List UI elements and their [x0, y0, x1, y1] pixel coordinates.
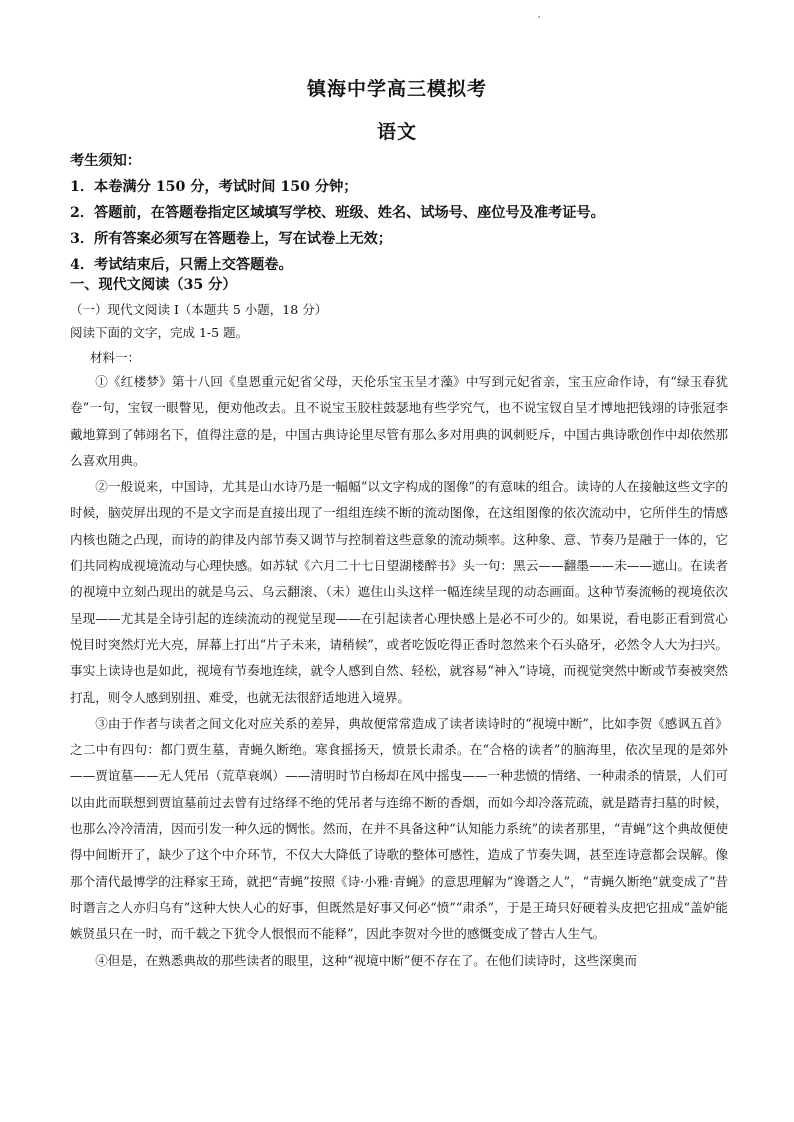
reading-instruction: 阅读下面的文字，完成 1-5 题。	[70, 325, 249, 340]
notice-item: 4．考试结束后，只需上交答题卷。	[70, 257, 293, 273]
subject-title: 语文	[376, 121, 417, 143]
section-title: 一、现代文阅读（35 分）	[70, 277, 237, 293]
section-subtitle: （一）现代文阅读 I（本题共 5 小题，18 分）	[70, 302, 328, 317]
candidate-notice	[70, 148, 730, 278]
notice-heading: 考生须知：	[70, 153, 141, 169]
reading-passage	[70, 369, 728, 974]
passage-paragraph: ③由于作者与读者之间文化对应关系的差异，典故便常常造成了读者读诗时的“视境中断”，比如李贺《感讽五首》之二中有四句：都门贾生墓，青蝇久断绝。寒食摇扬天，愤景长肃杀。在“合格的读者”的脑海里，依次呈现的是郊外——贾谊墓——无人凭吊（荒草衰飒）——清明时节白杨却在风中摇曳——一种悲愤的情绪、一种肃杀的情景，人们可以由此而联想到贾谊墓前过去曾有过络绎不绝的凭吊者与连绵不断的香烟，而如今却冷落荒疏，就是踏青扫墓的时候，也那么冷冷清清，因而引发一种久远的惆怅。然而，在并不具备这种“认知能力系统”的读者那里，“青蝇”这个典故便使得中间断开了，缺少了这个中介环节，不仅大大降低了诗歌的整体可感性，造成了节奏失调，甚至连诗意都会误解。像那个清代最博学的注释家王琦，就把“青蝇”按照《诗·小雅·青蝇》的意思理解为“谗谮之人”，“青蝇久断绝”就变成了“昔时谮言之人亦归乌有”这种大快人心的好事，但既然是好事又何必“愤”“肃杀”，于是王琦只好硬着头皮把它扭成“盖妒能嫉贤虽只在一时，而千载之下犹令人恨恨而不能释”，因此李贺对今世的感慨变成了替古人生气。	[70, 715, 728, 942]
notice-item: 3．所有答案必须写在答题卷上，写在试卷上无效；	[70, 231, 392, 247]
notice-item: 2．答题前，在答题卷指定区域填写学校、班级、姓名、试场号、座位号及准考证号。	[70, 205, 605, 221]
passage-paragraph: ④但是，在熟悉典故的那些读者的眼里，这种“视境中断”便不存在了。在他们读诗时，这些深奥而	[95, 952, 638, 968]
scan-speck	[538, 16, 540, 18]
material-label: 材料一：	[90, 350, 141, 365]
notice-item: 1．本卷满分 150 分，考试时间 150 分钟；	[70, 179, 358, 195]
exam-title: 镇海中学高三模拟考	[306, 78, 487, 100]
passage-paragraph: ②一般说来，中国诗，尤其是山水诗乃是一幅幅“以文字构成的图像”的有意味的组合。读诗的人在接触这些文字的时候，脑荧屏出现的不是文字而是直接出现了一组组连续不断的流动图像，在这组图像的依次流动中，它所伴生的情感内核也随之凸现，而诗的韵律及内部节奏又调节与控制着这些意象的流动频率。这种象、意、节奏乃是融于一体的，它们共同构成视境流动与心理快感。如苏轼《六月二十七日望湖楼醉书》头一句：黑云——翻墨——未——遮山。在读者的视境中立刻凸现出的就是乌云、乌云翻滚、（未）遮住山头这样一幅连续呈现的动态画面。这种节奏流畅的视境依次呈现——尤其是全诗引起的连续流动的视觉呈现——在引起读者心理快感上是必不可少的。如果说，看电影正看到赏心悦目时突然灯光大亮，屏幕上打出“片子未来，请稍候”，或者吃饭吃得正香时忽然来个石头硌牙，必然令人大为扫兴。事实上读诗也是如此，视境有节奏地连续，就令人感到自然、轻松，就容易“神入”诗境，而视觉突然中断或节奏被突然打乱，则令人感到别扭、难受，也就无法很舒适地进入境界。	[70, 479, 728, 705]
passage-paragraph: ①《红楼梦》第十八回《皇恩重元妃省父母，天伦乐宝玉呈才藻》中写到元妃省亲，宝玉应命作诗，有“绿玉春犹卷”一句，宝钗一眼瞥见，便劝他改去。且不说宝玉胶柱鼓瑟地有些学究气，也不说宝钗自呈才博地把钱翊的诗张冠李戴地算到了韩翊名下，值得注意的是，中国古典诗论里尽管有那么多对用典的讽刺贬斥，中国古典诗歌创作中却依然那么喜欢用典。	[70, 374, 728, 468]
